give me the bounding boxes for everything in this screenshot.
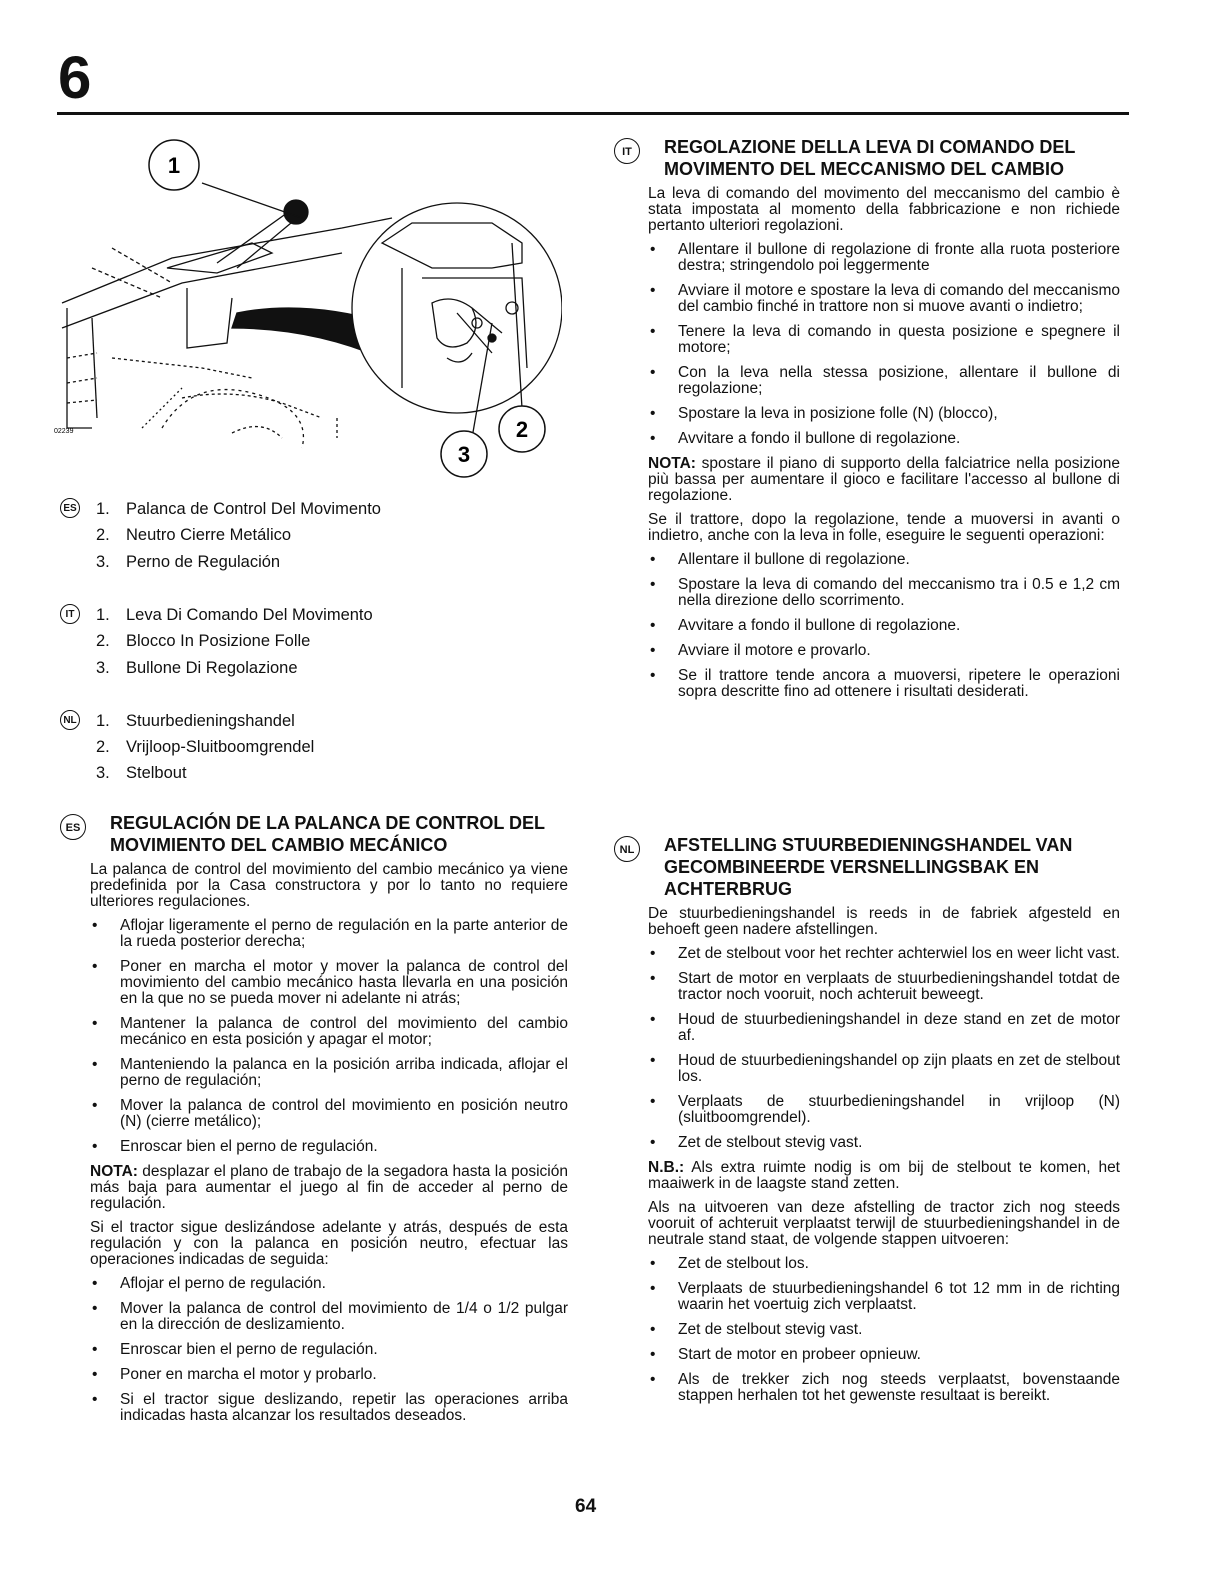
section-es-steps2	[90, 1276, 568, 1424]
list-item: • Verplaats de stuurbedieningshandel in vrijloop (N) (sluitboomgrendel).	[648, 1094, 1120, 1126]
legend-num: 2.	[96, 738, 110, 756]
legend-text: Leva Di Comando Del Movimento	[126, 606, 373, 624]
list-item: • Avvitare a fondo il bullone di regolazione.	[648, 618, 1120, 634]
list-item: • Mantener la palanca de control del movimiento del cambio mecánico en esta posición y apagar el motor;	[90, 1016, 568, 1048]
section-it-steps	[648, 242, 1120, 447]
list-item: • Mover la palanca de control del movimiento de 1/4 o 1/2 pulgar en la dirección de deslizamiento.	[90, 1301, 568, 1333]
lang-badge-it: IT	[614, 138, 640, 164]
section-nl	[614, 834, 1120, 1404]
legend-text: Palanca de Control Del Movimento	[126, 500, 381, 518]
lang-badge-es: ES	[60, 498, 80, 518]
list-item: • Con la leva nella stessa posizione, allentare il bullone di regolazione;	[648, 365, 1120, 397]
list-item: • Poner en marcha el motor y mover la palanca de control del movimiento del cambio mecánico hasta llevarla en una posición en la que no se pueda mover ni adelante ni atrás;	[90, 959, 568, 1007]
legend-text: Perno de Regulación	[126, 553, 281, 571]
section-es-para2: Si el tractor sigue deslizándose adelante y atrás, después de esta regulación y con la palanca en posición neutro, efectuar las operaciones indicadas de seguida:	[90, 1219, 568, 1268]
lang-badge-it: IT	[60, 604, 80, 624]
list-item: • Zet de stelbout voor het rechter achterwiel los en weer licht vast.	[648, 946, 1120, 962]
legend-text: Vrijloop-Sluitboomgrendel	[126, 738, 315, 756]
list-item: • Start de motor en probeer opnieuw.	[648, 1347, 1120, 1363]
list-item: • Si el tractor sigue deslizando, repetir las operaciones arriba indicadas hasta alcanzar los resultados deseados.	[90, 1392, 568, 1424]
section-it	[614, 136, 1120, 700]
callout-2-label: 2	[515, 417, 529, 442]
legend-text: Neutro Cierre Metálico	[126, 526, 292, 544]
section-nl-header	[614, 834, 1120, 900]
section-it-steps2	[648, 552, 1120, 700]
note-text: spostare il piano di supporto della falciatrice nella posizione più bassa per aumentare il gioco e facilitare l'accesso al bullone di regolazione.	[648, 455, 1120, 504]
section-nl-intro: De stuurbedieningshandel is reeds in de fabriek afgesteld en behoeft geen nadere afstellingen.	[648, 905, 1120, 938]
section-es-note	[90, 1164, 568, 1212]
callout-1-label: 1	[167, 153, 181, 178]
note-text: desplazar el plano de trabajo de la segadora hasta la posición más baja para aumentar el juego al fin de acceder al perno de regulación.	[90, 1163, 568, 1212]
list-item: • Poner en marcha el motor y probarlo.	[90, 1367, 568, 1383]
list-item: • Mover la palanca de control del movimiento en posición neutro (N) (cierre metálico);	[90, 1098, 568, 1130]
legend-text: Blocco In Posizione Folle	[126, 632, 311, 650]
list-item: • Start de motor en verplaats de stuurbedieningshandel totdat de tractor noch vooruit, noch achteruit beweegt.	[648, 971, 1120, 1003]
list-item: • Verplaats de stuurbedieningshandel 6 tot 12 mm in de richting waarin het voertuig zich verplaatst.	[648, 1281, 1120, 1313]
section-nl-steps2	[648, 1256, 1120, 1404]
list-item: • Avviare il motore e provarlo.	[648, 643, 1120, 659]
legend-num: 1.	[96, 500, 110, 518]
note-label: NOTA:	[648, 455, 696, 472]
list-item: • Aflojar ligeramente el perno de regulación en la parte anterior de la rueda posterior derecha;	[90, 918, 568, 950]
list-item: • Avvitare a fondo il bullone di regolazione.	[648, 431, 1120, 447]
list-item: • Allentare il bullone di regolazione.	[648, 552, 1120, 568]
section-es-header	[60, 812, 568, 856]
list-item: • Allentare il bullone di regolazione di fronte alla ruota posteriore destra; stringendolo poi leggermente	[648, 242, 1120, 274]
legend-text: Bullone Di Regolazione	[126, 659, 298, 677]
list-item: • Se il trattore tende ancora a muoversi, ripetere le operazioni sopra descritte fino ad ottenere i risultati desiderati.	[648, 668, 1120, 700]
section-es-title: REGULACIÓN DE LA PALANCA DE CONTROL DEL MOVIMIENTO DEL CAMBIO MECÁNICO	[110, 813, 545, 855]
list-item: • Zet de stelbout stevig vast.	[648, 1135, 1120, 1151]
legend-num: 3.	[96, 553, 110, 571]
list-item: • Spostare la leva in posizione folle (N) (blocco),	[648, 406, 1120, 422]
section-it-para2: Se il trattore, dopo la regolazione, tende a muoversi in avanti o indietro, anche con la leva in folle, eseguire le seguenti operazioni:	[648, 511, 1120, 544]
list-item: • Houd de stuurbedieningshandel in deze stand en zet de motor af.	[648, 1012, 1120, 1044]
section-it-intro: La leva di comando del movimento del meccanismo del cambio è stata impostata al momento della fabbricazione e non richiede pertanto ulteriori regolazioni.	[648, 185, 1120, 234]
note-label: NOTA:	[90, 1163, 138, 1180]
list-item: • Als de trekker zich nog steeds verplaatst, bovenstaande stappen herhalen tot het gewenste resultaat is bereikt.	[648, 1372, 1120, 1404]
list-item: • Enroscar bien el perno de regulación.	[90, 1139, 568, 1155]
section-nl-title: AFSTELLING STUURBEDIENINGSHANDEL VAN GECOMBINEERDE VERSNELLINGSBAK EN ACHTERBRUG	[664, 835, 1073, 899]
section-it-title: REGOLAZIONE DELLA LEVA DI COMANDO DEL MOVIMENTO DEL MECCANISMO DEL CAMBIO	[664, 137, 1076, 179]
note-text: Als extra ruimte nodig is om bij de stelbout te komen, het maaiwerk in de laagste stand zetten.	[648, 1159, 1120, 1192]
drawing-code: 02239	[54, 428, 74, 435]
list-item: • Zet de stelbout los.	[648, 1256, 1120, 1272]
section-nl-para2: Als na uitvoeren van deze afstelling de tractor zich nog steeds vooruit of achteruit verplaatst terwijl de stuurbedieningshandel in de neutrale stand staat, de volgende stappen uitvoeren:	[648, 1199, 1120, 1248]
legend-num: 1.	[96, 606, 110, 624]
section-es-steps	[90, 918, 568, 1155]
section-es	[60, 812, 568, 1424]
legend-num: 2.	[96, 632, 110, 650]
lang-badge-nl: NL	[60, 710, 80, 730]
legend-num: 2.	[96, 526, 110, 544]
list-item: • Aflojar el perno de regulación.	[90, 1276, 568, 1292]
list-item: • Spostare la leva di comando del meccanismo tra i 0.5 e 1,2 cm nella direzione dello scorrimento.	[648, 577, 1120, 609]
page-number: 64	[575, 1496, 597, 1517]
callout-3-label: 3	[457, 442, 471, 467]
legend-text: Stelbout	[126, 764, 187, 782]
header-rule	[57, 112, 1129, 115]
section-it-note	[648, 456, 1120, 504]
legend-num: 1.	[96, 712, 110, 730]
section-es-intro: La palanca de control del movimiento del cambio mecánico ya viene predefinida por la Casa constructora y por lo tanto no requiere ulteriores regulaciones.	[90, 861, 568, 910]
legend-num: 3.	[96, 764, 110, 782]
callout-1	[149, 140, 199, 190]
lang-badge-nl: NL	[614, 836, 640, 862]
section-it-header	[614, 136, 1120, 180]
list-item: • Enroscar bien el perno de regulación.	[90, 1342, 568, 1358]
chapter-number: 6	[58, 44, 92, 111]
list-item: • Zet de stelbout stevig vast.	[648, 1322, 1120, 1338]
note-label: N.B.:	[648, 1159, 685, 1176]
callout-2	[499, 406, 545, 452]
list-item: • Avviare il motore e spostare la leva di comando del meccanismo del cambio finché in trattore non si muove avanti o indietro;	[648, 283, 1120, 315]
callout-3	[441, 431, 487, 477]
section-nl-note	[648, 1160, 1120, 1192]
lever-diagram	[52, 128, 562, 478]
lang-badge-es: ES	[60, 814, 86, 840]
legend-text: Stuurbedieningshandel	[126, 712, 295, 730]
list-item: • Houd de stuurbedieningshandel op zijn plaats en zet de stelbout los.	[648, 1053, 1120, 1085]
section-nl-steps	[648, 946, 1120, 1151]
list-item: • Manteniendo la palanca en la posición arriba indicada, aflojar el perno de regulación;	[90, 1057, 568, 1089]
legend-num: 3.	[96, 659, 110, 677]
list-item: • Tenere la leva di comando in questa posizione e spegnere il motore;	[648, 324, 1120, 356]
